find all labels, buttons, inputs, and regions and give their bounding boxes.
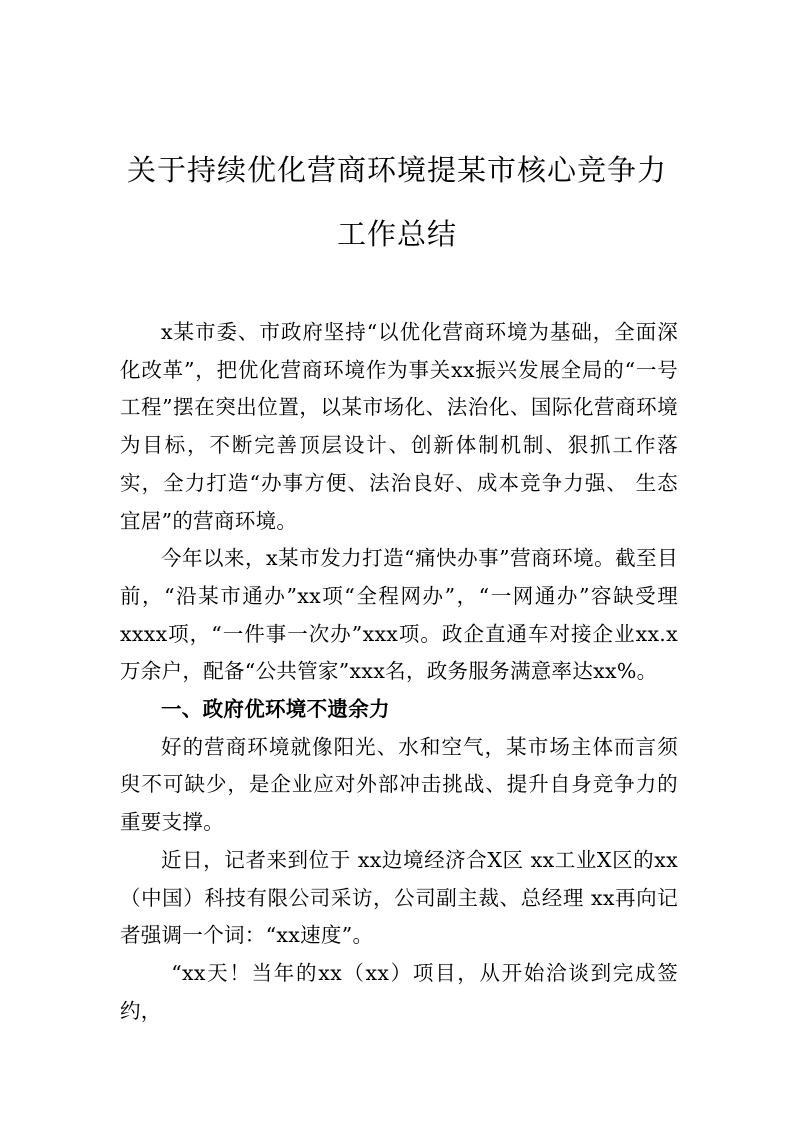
paragraph-environment: 好的营商环境就像阳光、水和空气，某市场主体而言须臾不可缺少，是企业应对外部冲击挑战、提升自身竞争力的重要支撑。 — [120, 734, 678, 835]
document-body — [120, 314, 678, 1030]
document-title-line-2: 工作总结 — [336, 217, 457, 251]
section-heading-1: 一、政府优环境不遗余力 — [161, 697, 390, 722]
paragraph-interview: 近日，记者来到位于 xx边境经济合X区 xx工业X区的xx（中国）科技有限公司采访，公司副主裁、总经理 xx再向记者强调一个词：“xx速度”。 — [120, 847, 678, 948]
paragraph-intro: x某市委、市政府坚持“以优化营商环境为基础，全面深化改革”，把优化营商环境作为事关xx振兴发展全局的“一号工程”摆在突出位置，以某市场化、法治化、国际化营商环境为目标，不断完善顶层设计、创新体制机制、狠抓工作落实，全力打造“办事方便、法治良好、成本竞争力强、 生态宜居”的营商环境。 — [120, 320, 678, 533]
paragraph-quote: “xx天！当年的xx（xx）项目，从开始洽谈到完成签约， — [120, 960, 678, 1023]
paragraph-progress: 今年以来，x某市发力打造“痛快办事”营商环境。截至目前，“沿某市通办”xx项“全程网办”，“一网通办”容缺受理 xxxx项，“一件事一次办”xxx项。政企直通车对接企业xx.x万余户，配备“公共管家”xxx名，政务服务满意率达xx%。 — [120, 546, 678, 684]
document-title-line-1: 关于持续优化营商环境提某市核心竞争力 — [126, 153, 667, 187]
